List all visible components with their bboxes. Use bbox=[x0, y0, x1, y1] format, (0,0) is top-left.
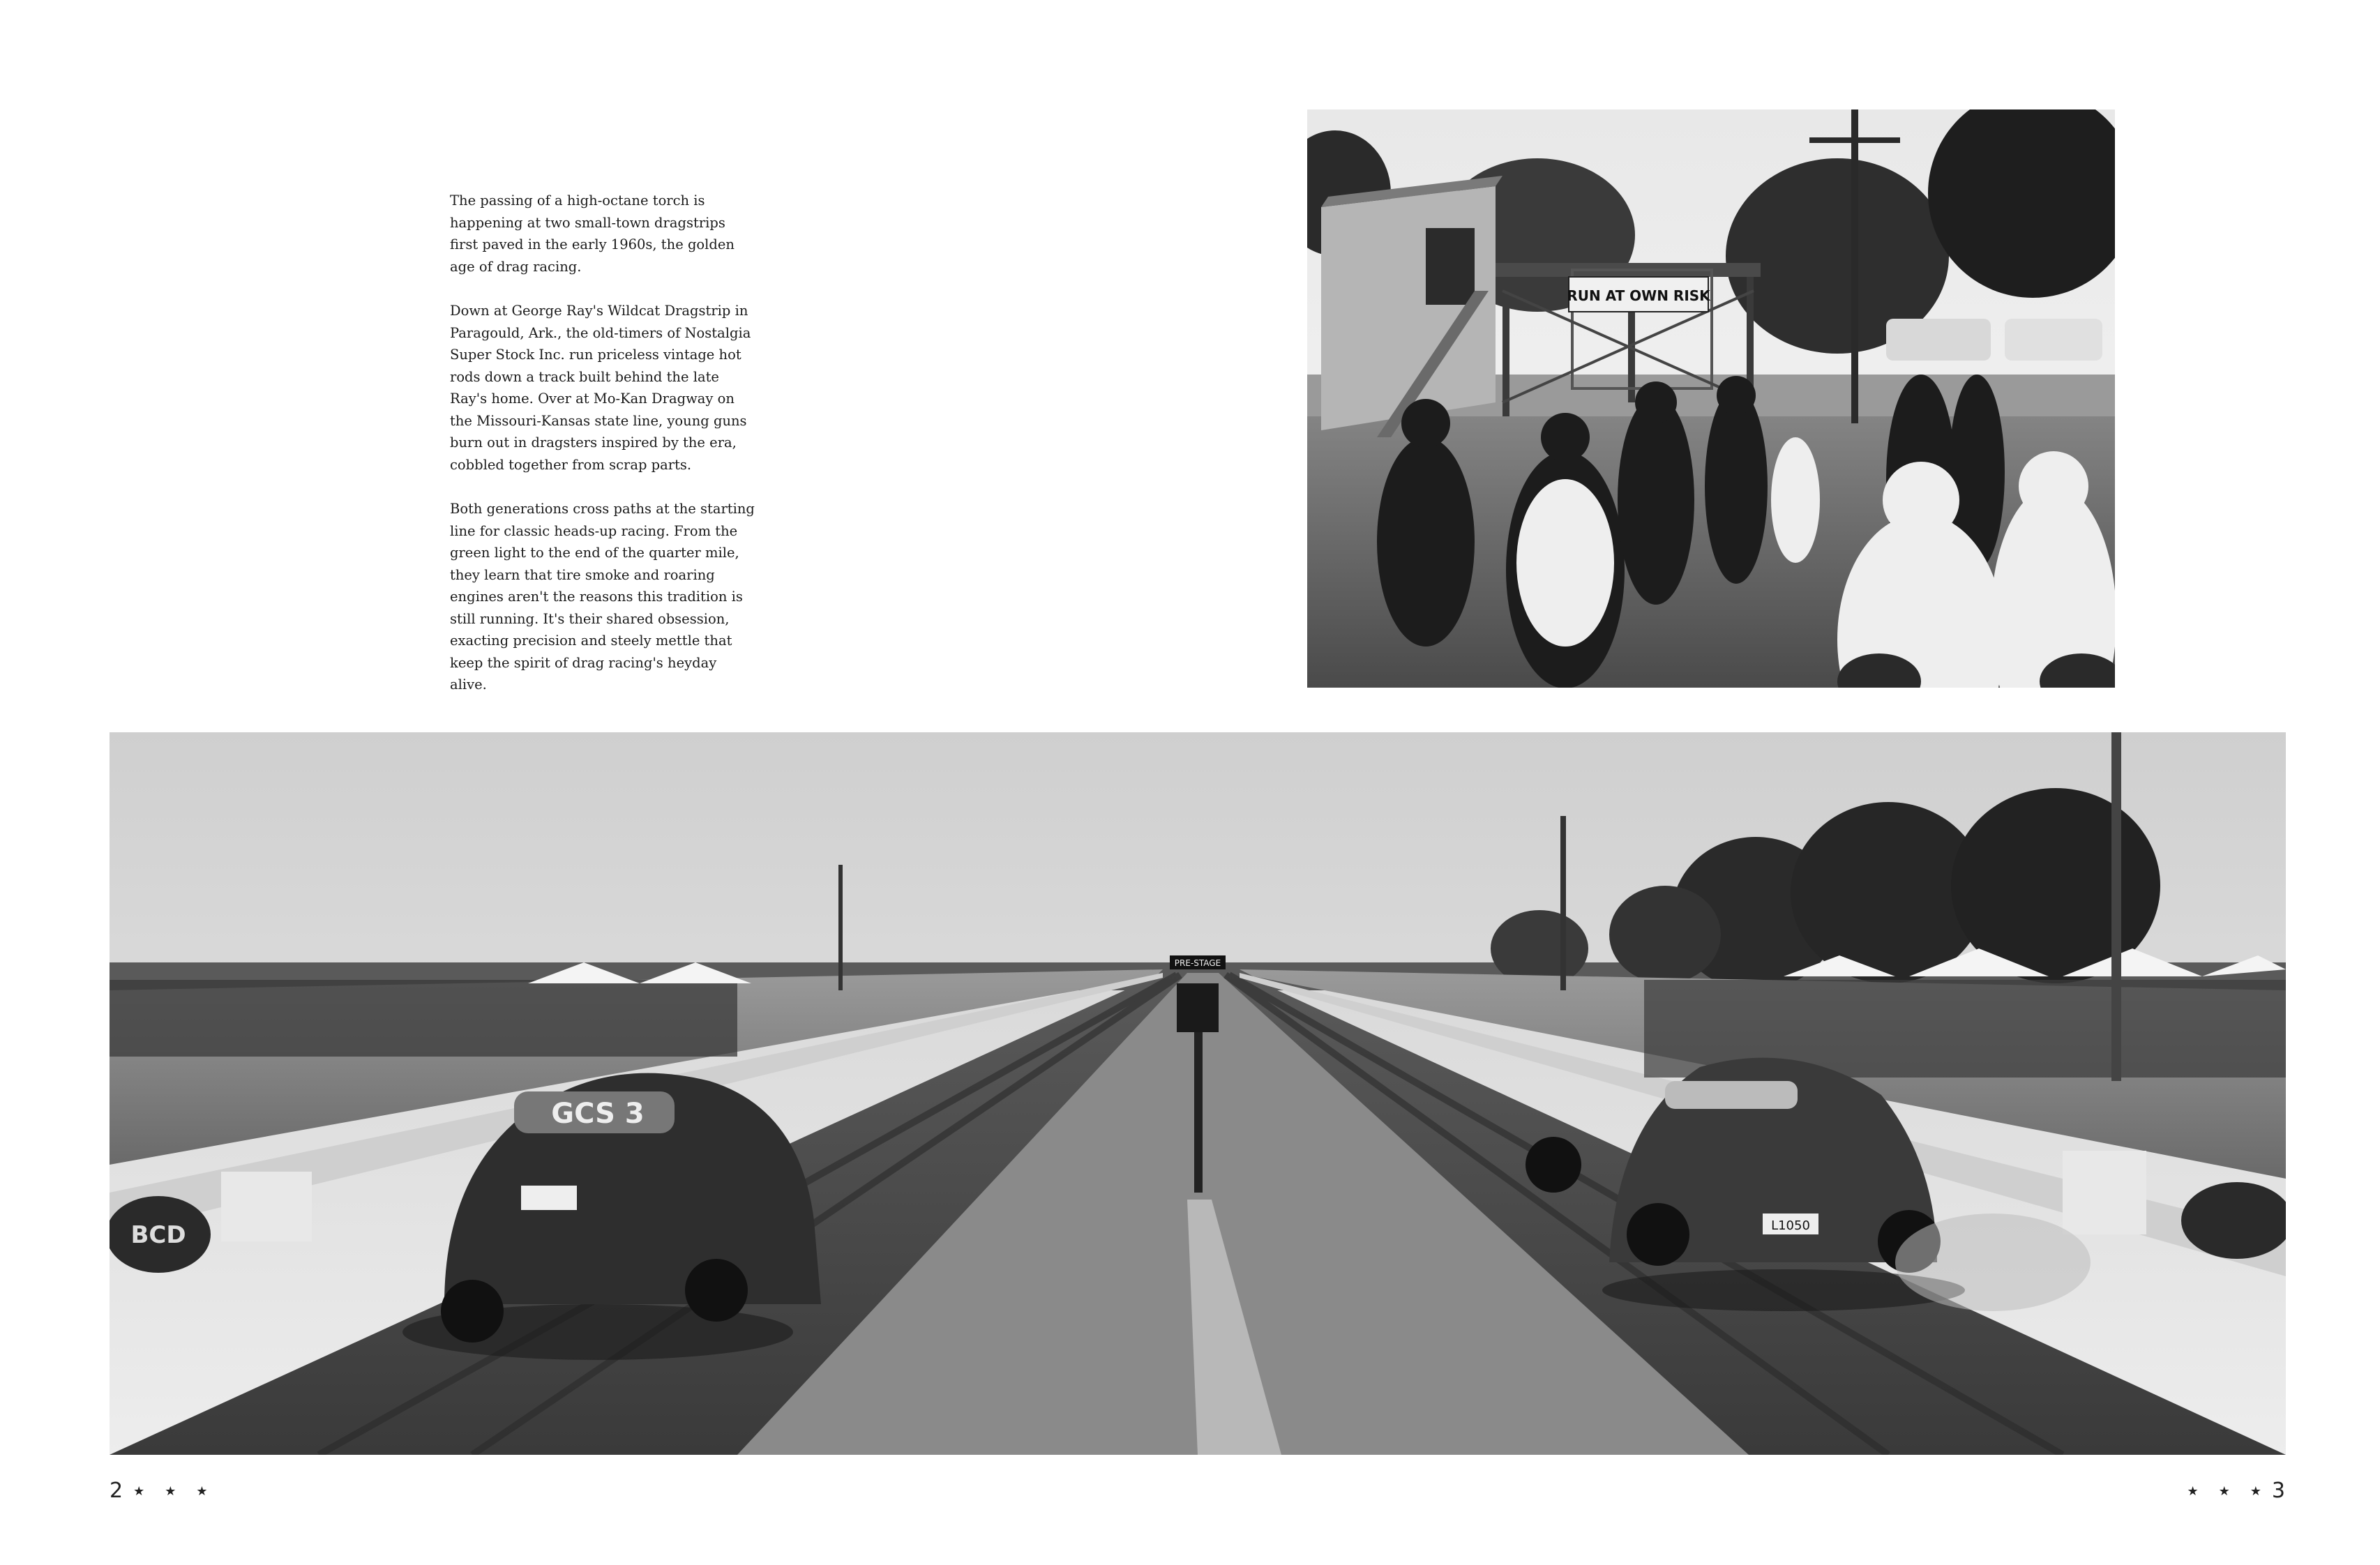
sponsor-logo: BCD bbox=[130, 1221, 186, 1249]
star-icon: ★ bbox=[165, 1484, 177, 1499]
pre-stage-label: PRE-STAGE bbox=[1174, 958, 1221, 968]
page-number-right bbox=[2177, 1479, 2286, 1503]
star-icon: ★ bbox=[2218, 1484, 2231, 1499]
article-body bbox=[450, 190, 757, 718]
star-icon: ★ bbox=[2250, 1484, 2262, 1499]
page-number-left bbox=[110, 1479, 218, 1503]
paragraph-2: Down at George Ray's Wildcat Dragstrip in Paragould, Ark., the old-timers of Nostalgia Super Stock Inc. run priceless vintage hot rods down a track built behind the late Ray's home. Over at Mo-Kan Dragway on the Missouri-Kansas state line, young guns burn out in dragsters inspired by the era, cobbled together from scrap parts. bbox=[450, 303, 751, 473]
drag-race-photo bbox=[110, 732, 2286, 1455]
run-at-own-risk-sign: RUN AT OWN RISK bbox=[1567, 287, 1710, 304]
paragraph-3: Both generations cross paths at the starting line for classic heads-up racing. From the green light to the end of the quarter mile, they learn that tire smoke and roaring engines aren't the reasons this tradition is still running. It's their shared obsession, exacting precision and steely mettle that keep the spirit of drag racing's heyday alive. bbox=[450, 501, 755, 693]
crowd-photo bbox=[1307, 109, 2115, 688]
star-icon: ★ bbox=[2187, 1484, 2199, 1499]
left-car-number: GCS 3 bbox=[551, 1098, 645, 1130]
folio-number-right: 3 bbox=[2271, 1479, 2286, 1503]
star-icon: ★ bbox=[133, 1484, 146, 1499]
paragraph-1: The passing of a high-octane torch is happening at two small-town dragstrips first paved in the early 1960s, the golden age of drag racing. bbox=[450, 192, 735, 275]
star-icon: ★ bbox=[196, 1484, 209, 1499]
right-car-plate: L1050 bbox=[1771, 1218, 1810, 1233]
folio-number-left: 2 bbox=[110, 1479, 124, 1503]
